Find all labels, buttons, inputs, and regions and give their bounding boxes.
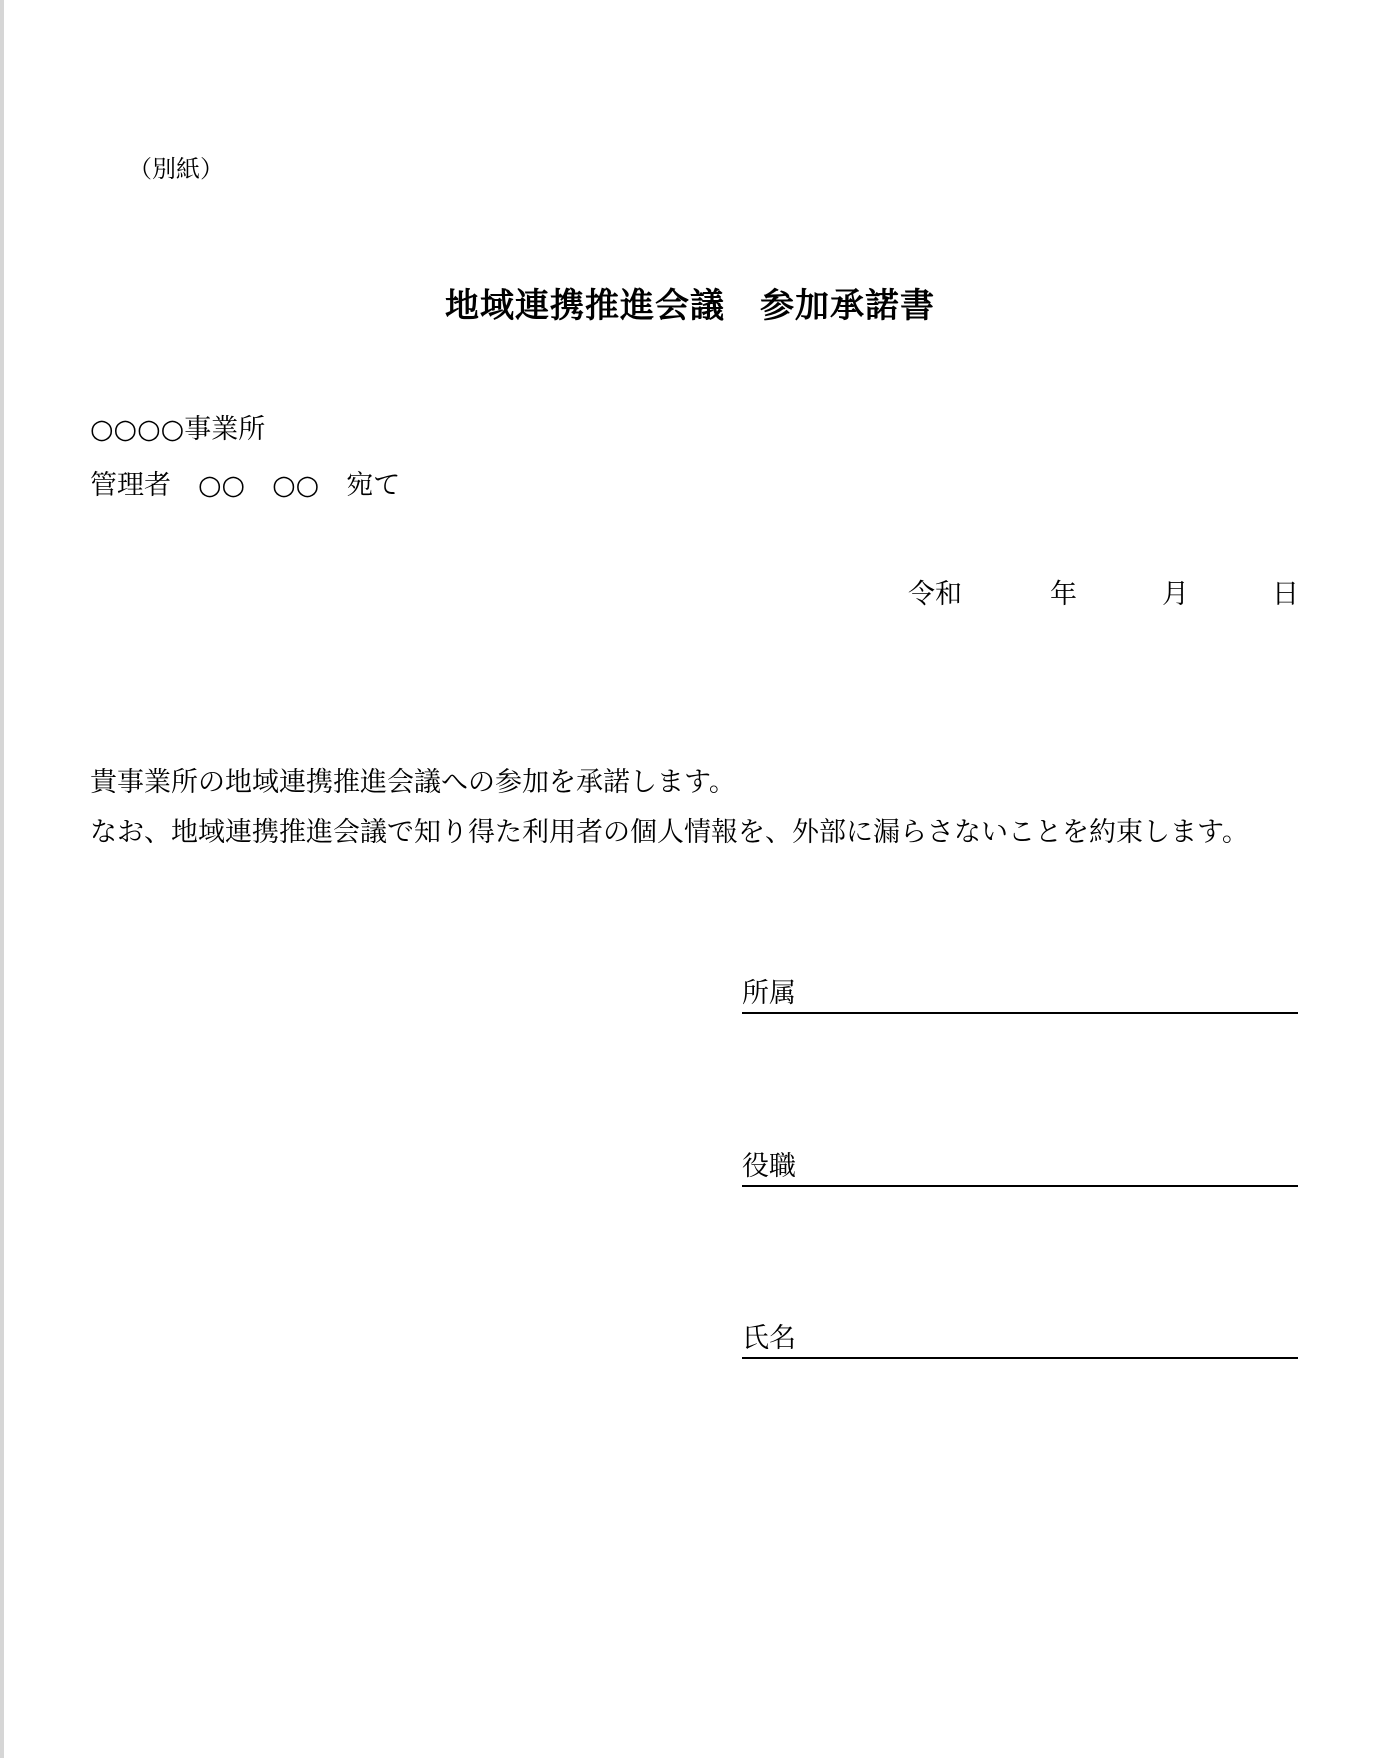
date-day-label: 日 bbox=[1272, 579, 1299, 610]
date-era: 令和 bbox=[908, 579, 962, 610]
body-line-2: なお、地域連携推進会議で知り得た利用者の個人情報を、外部に漏らさないことを約束します。 bbox=[90, 817, 1249, 848]
document-title: 地域連携推進会議 参加承諾書 bbox=[445, 286, 935, 326]
name-label: 氏名 bbox=[742, 1323, 796, 1354]
position-field bbox=[742, 1145, 1298, 1187]
date-line bbox=[908, 575, 1298, 615]
name-field bbox=[742, 1317, 1298, 1359]
body-line-1: 貴事業所の地域連携推進会議への参加を承諾します。 bbox=[90, 767, 736, 798]
addressee-manager: 管理者 ○○ ○○ 宛て bbox=[90, 470, 401, 501]
affiliation-field bbox=[742, 972, 1298, 1014]
position-label: 役職 bbox=[742, 1151, 796, 1182]
date-year-label: 年 bbox=[1050, 579, 1077, 610]
affiliation-label: 所属 bbox=[742, 978, 796, 1009]
addressee-block bbox=[90, 402, 400, 514]
body-paragraph bbox=[90, 758, 1249, 858]
attachment-label: （別紙） bbox=[128, 155, 224, 183]
date-month-label: 月 bbox=[1162, 579, 1189, 610]
addressee-office: ○○○○事業所 bbox=[90, 414, 266, 445]
